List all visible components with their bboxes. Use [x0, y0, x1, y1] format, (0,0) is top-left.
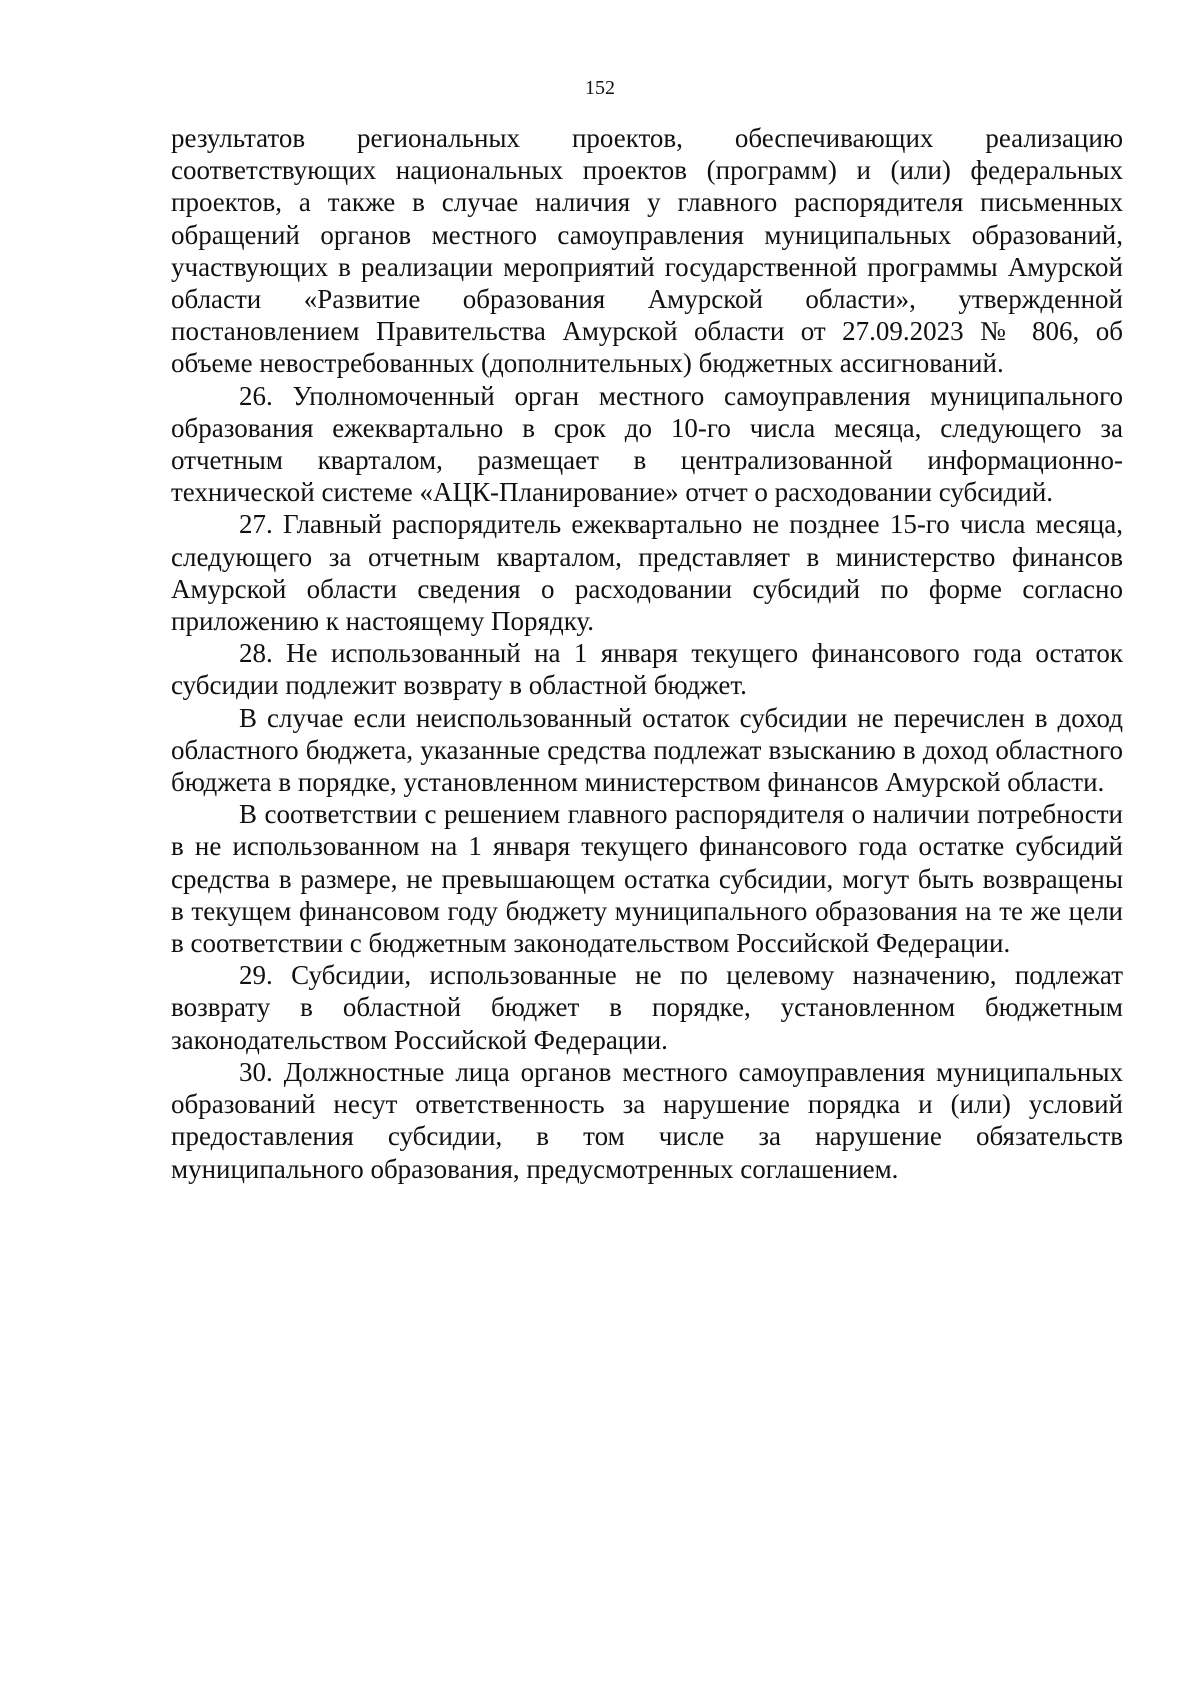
- paragraph-continuation: результатов региональных проектов, обеспечивающих реализацию соответствующих национальных проектов (программ) и (или) федеральных проектов, а также в случае наличия у главного распорядителя письменных обращений органов местного самоуправления муниципальных образований, участвующих в реализации мероприятий государственной программы Амурской области «Развитие образования Амурской области», утвержденной постановлением Правительства Амурской области от 27.09.2023 № 806, об объеме невостребованных (дополнительных) бюджетных ассигнований.: [171, 123, 1123, 379]
- paragraph-29: 29. Субсидии, использованные не по целевому назначению, подлежат возврату в областной бюджет в порядке, установленном бюджетным законодательством Российской Федерации.: [171, 960, 1123, 1055]
- document-body: [171, 122, 1123, 1185]
- paragraph-28-decision: В соответствии с решением главного распорядителя о наличии потребности в не использованном на 1 января текущего финансового года остатке субсидий средства в размере, не превышающем остатка субсидии, могут быть возвращены в текущем финансовом году бюджету муниципального образования на те же цели в соответствии с бюджетным законодательством Российской Федерации.: [171, 799, 1123, 959]
- paragraph-28: 28. Не использованный на 1 января текущего финансового года остаток субсидии подлежит возврату в областной бюджет.: [171, 638, 1123, 701]
- paragraph-28-case: В случае если неиспользованный остаток субсидии не перечислен в доход областного бюджета, указанные средства подлежат взысканию в доход областного бюджета в порядке, установленном министерством финансов Амурской области.: [171, 702, 1123, 798]
- paragraph-27: 27. Главный распорядитель ежеквартально не позднее 15-го числа месяца, следующего за отчетным кварталом, представляет в министерство финансов Амурской области сведения о расходовании субсидий по форме согласно приложению к настоящему Порядку.: [171, 509, 1123, 637]
- paragraph-30: 30. Должностные лица органов местного самоуправления муниципальных образований несут ответственность за нарушение порядка и (или) условий предоставления субсидии, в том числе за нарушение обязательств муниципального образования, предусмотренных соглашением.: [171, 1056, 1123, 1184]
- paragraph-26: 26. Уполномоченный орган местного самоуправления муниципального образования ежеквартально в срок до 10-го числа месяца, следующего за отчетным кварталом, размещает в централизованной информационно-технической системе «АЦК-Планирование» отчет о расходовании субсидий.: [171, 380, 1123, 508]
- page-number: 152: [585, 77, 615, 99]
